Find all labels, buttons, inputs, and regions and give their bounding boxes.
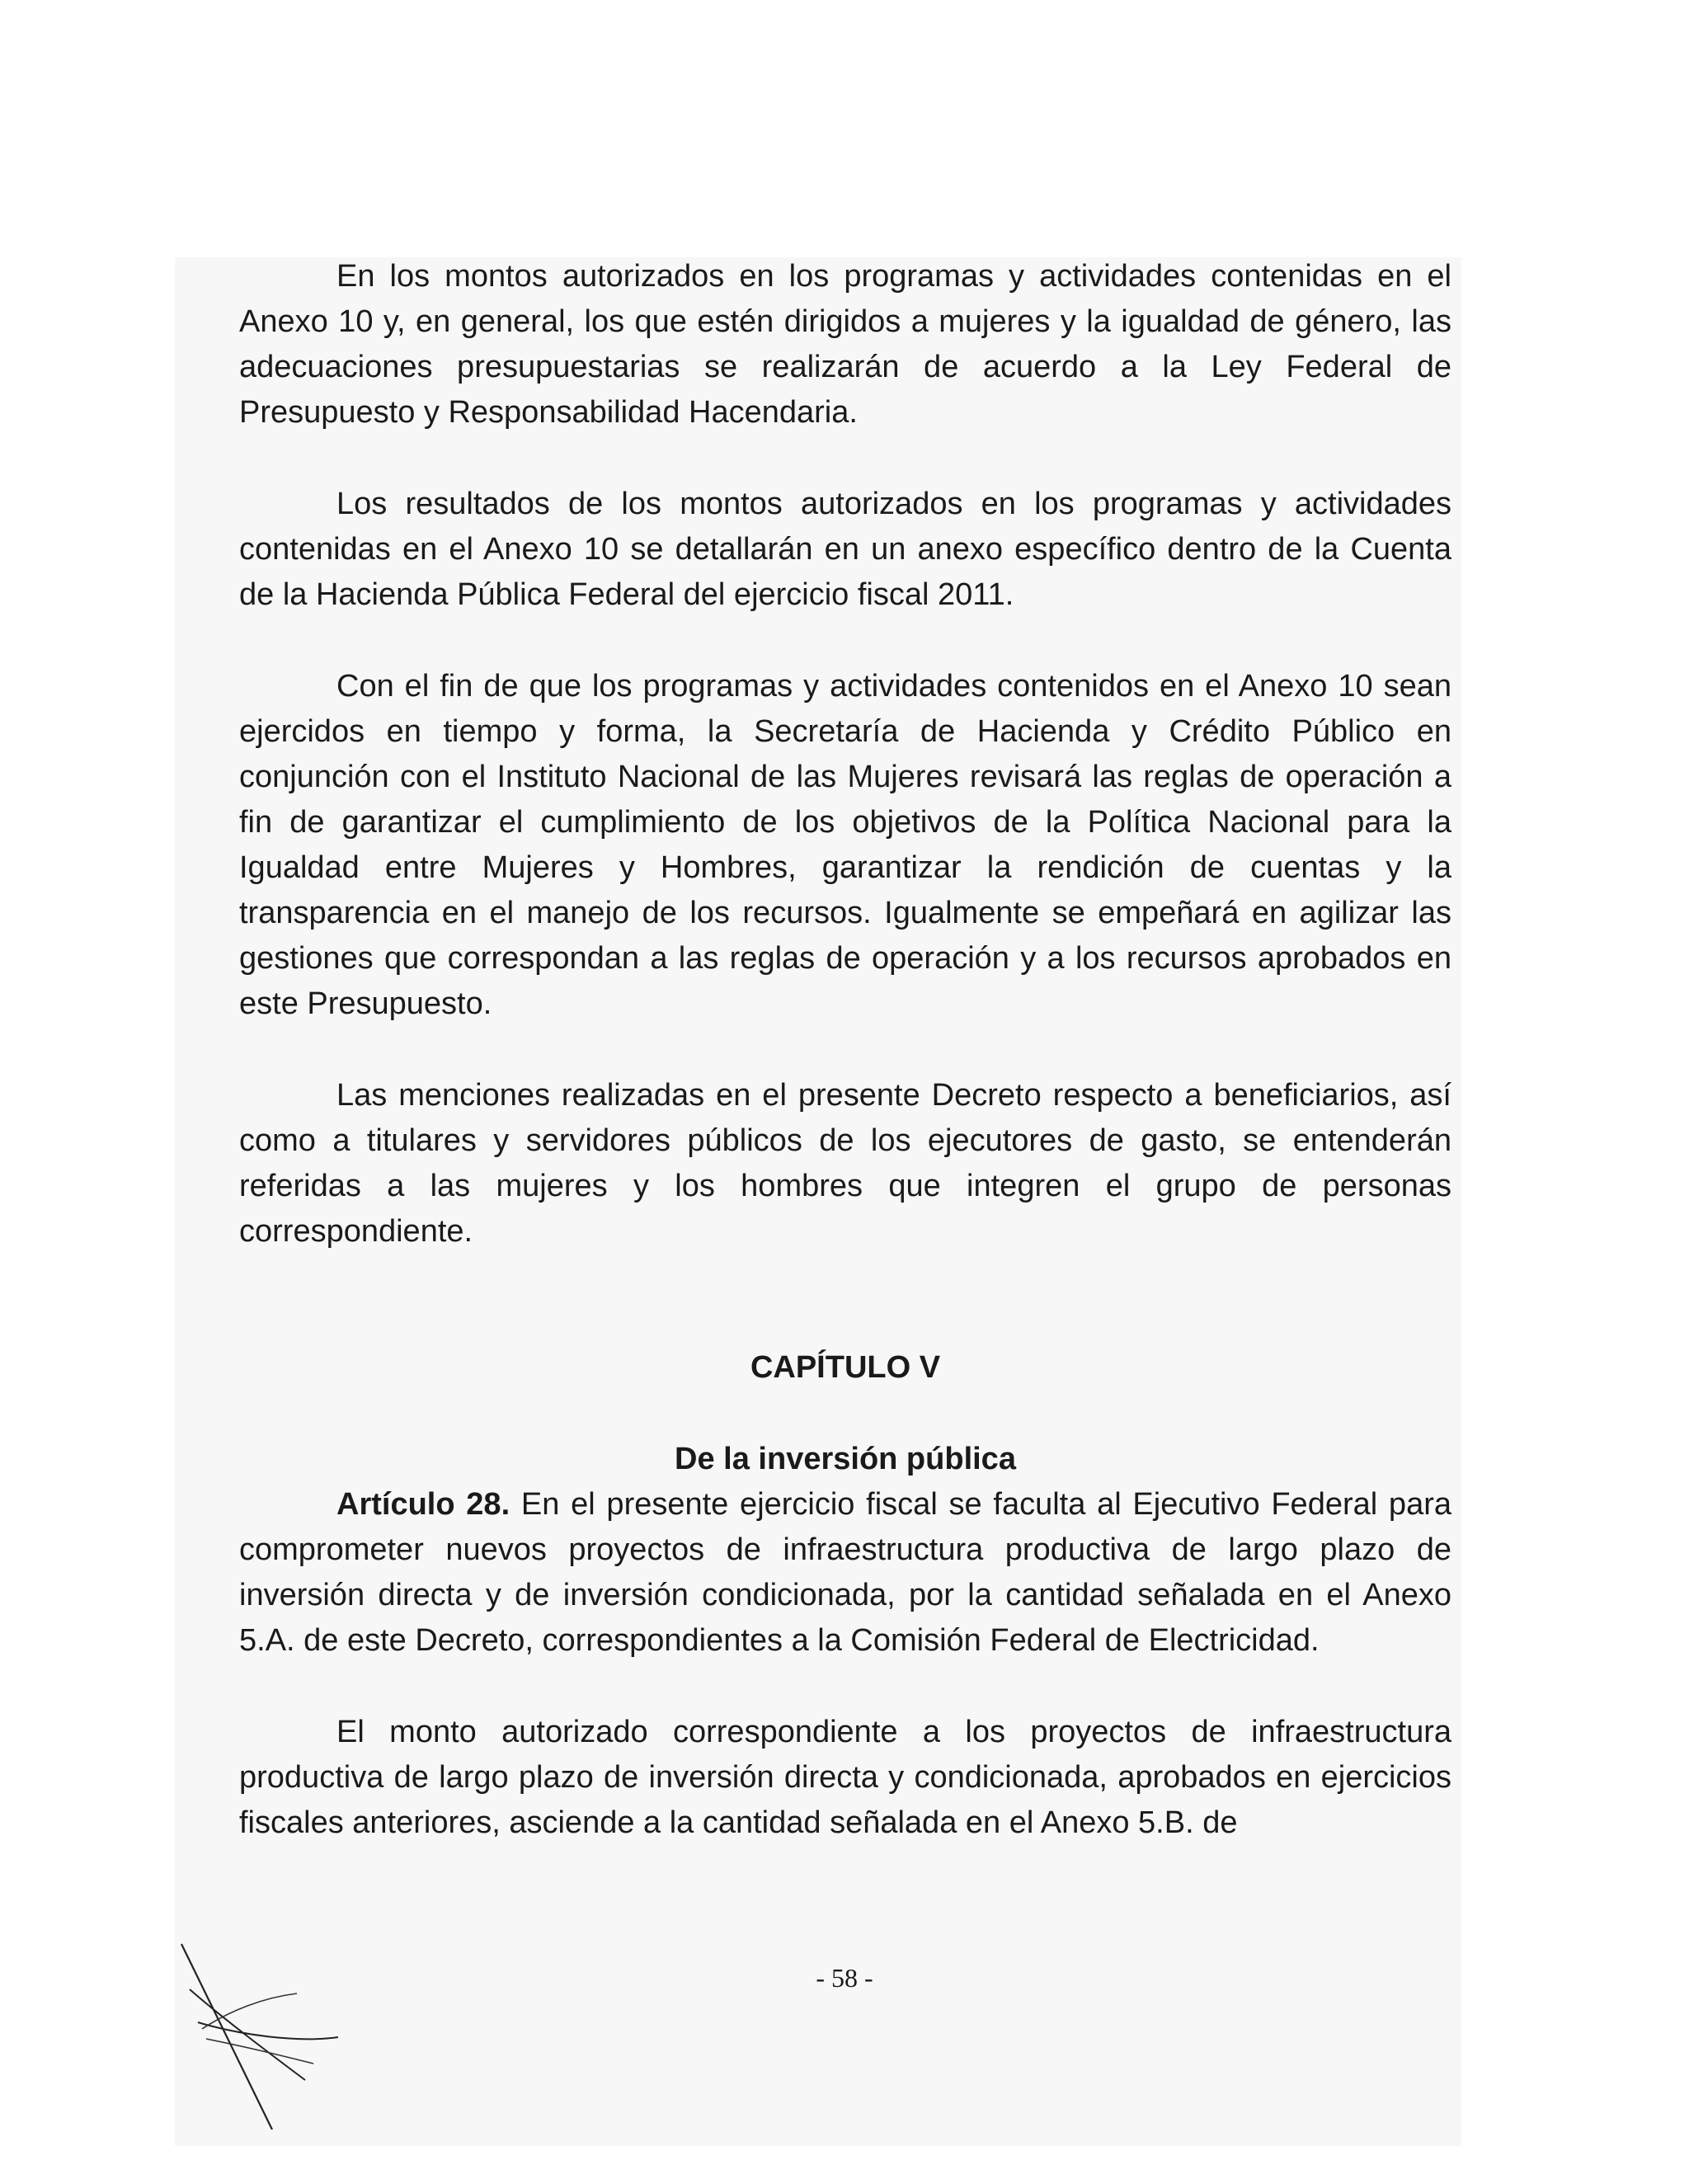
final-paragraph: El monto autorizado correspondiente a los proyectos de infraestructura productiva de largo plazo de inversión directa y condicionada, aprobados en ejercicios fiscales anteriores, asciende a la cantidad señalada en el Anexo 5.B. de xyxy=(239,1715,1451,1840)
paragraph-2: Los resultados de los montos autorizados en los programas y actividades contenidas en el Anexo 10 se detallarán en un anexo específico dentro de la Cuenta de la Hacienda Pública Federal del ejercicio fiscal 2011. xyxy=(239,487,1451,612)
article-text: En el presente ejercicio fiscal se faculta al Ejecutivo Federal para comprometer nuevos proyectos de infraestructura productiva de largo plazo de inversión directa y de inversión condicionada, por la cantidad señalada en el Anexo 5.A. de este Decreto, correspondientes a la Comisión Federal de Electricidad. xyxy=(239,1487,1451,1658)
handwritten-signature-icon xyxy=(173,1940,355,2130)
chapter-title: CAPÍTULO V xyxy=(750,1350,941,1385)
article-label: Artículo 28. xyxy=(336,1487,510,1522)
paragraph-3: Con el fin de que los programas y actividades contenidos en el Anexo 10 sean ejercidos en tiempo y forma, la Secretaría de Hacienda y Crédito Público en conjunción con el Instituto Nacional de las Mujeres revisará las reglas de operación a fin de garantizar el cumplimiento de los objetivos de la Política Nacional para la Igualdad entre Mujeres y Hombres, garantizar la rendición de cuentas y la transparencia en el manejo de los recursos. Igualmente se empeñará en agilizar las gestiones que correspondan a las reglas de operación y a los recursos aprobados en este Presupuesto. xyxy=(239,669,1451,1021)
paragraph-1: En los montos autorizados en los programas y actividades contenidas en el Anexo 10 y, en general, los que estén dirigidos a mujeres y la igualdad de género, las adecuaciones presupuestarias se realizarán de acuerdo a la Ley Federal de Presupuesto y Responsabilidad Hacendaria. xyxy=(239,259,1451,430)
page-number: - 58 - xyxy=(816,1963,873,1993)
chapter-subtitle: De la inversión pública xyxy=(675,1442,1016,1476)
document-body xyxy=(239,254,1451,1846)
paragraph-4: Las menciones realizadas en el presente Decreto respecto a beneficiarios, así como a titulares y servidores públicos de los ejecutores de gasto, se entenderán referidas a las mujeres y los hombres que integren el grupo de personas correspondiente. xyxy=(239,1078,1451,1249)
article-28-paragraph xyxy=(239,1482,1451,1664)
